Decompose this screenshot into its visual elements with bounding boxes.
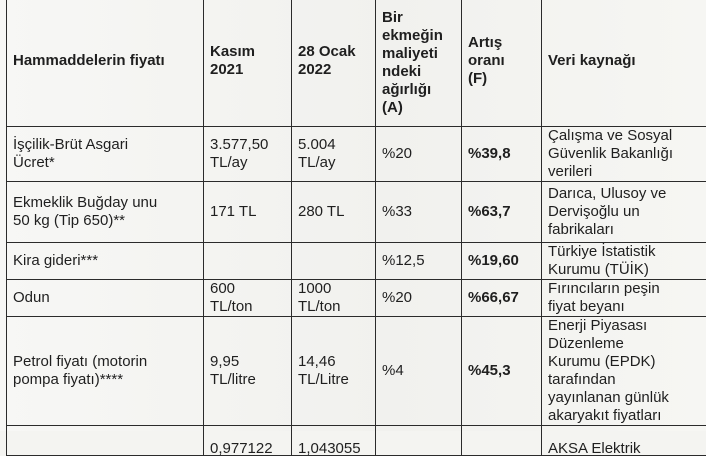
table-header-row (7, 0, 706, 127)
cell-artis-text: %19,60 (468, 252, 541, 270)
header-kasim-2021-label: Kasım 2021 (210, 43, 291, 79)
cell-agirlik (376, 426, 462, 456)
cell-kasim-2021-text: 600 TL/ton (210, 280, 291, 316)
header-hammadde (7, 0, 204, 127)
cell-kaynak-text: Darıca, Ulusoy ve Dervişoğlu un fabrikaları (548, 185, 706, 239)
cell-kaynak (542, 182, 706, 243)
header-hammadde-label: Hammaddelerin fiyatı (13, 52, 203, 70)
table-row (7, 182, 706, 243)
header-28-ocak-2022 (292, 0, 376, 127)
cell-item-text: İşçilik-Brüt Asgari Ücret* (13, 136, 203, 172)
cell-ocak-2022-text: 5.004 TL/ay (298, 136, 375, 172)
raw-material-price-table (6, 0, 706, 456)
header-artis-orani-label: Artış oranı (F) (468, 34, 541, 88)
cell-item-text: Petrol fiyatı (motorin pompa fiyatı)**** (13, 353, 203, 389)
cell-kasim-2021 (204, 127, 292, 182)
cell-agirlik-text: %12,5 (382, 252, 461, 270)
cell-kasim-2021 (204, 317, 292, 426)
cell-agirlik-text: %20 (382, 145, 461, 163)
cell-artis-text: %45,3 (468, 362, 541, 380)
cell-ocak-2022 (292, 182, 376, 243)
header-agirlik (376, 0, 462, 127)
header-veri-kaynagi (542, 0, 706, 127)
cell-kaynak-text: Fırıncıların peşin fiyat beyanı (548, 280, 706, 316)
cell-ocak-2022 (292, 280, 376, 317)
cell-kasim-2021-text: 0,977122 (210, 440, 291, 456)
cell-kasim-2021 (204, 426, 292, 456)
cell-ocak-2022 (292, 317, 376, 426)
cell-agirlik (376, 243, 462, 280)
cell-kaynak (542, 127, 706, 182)
cell-ocak-2022-text: 14,46 TL/Litre (298, 353, 375, 389)
cell-ocak-2022 (292, 243, 376, 280)
cell-ocak-2022-text: 1000 TL/ton (298, 280, 375, 316)
cell-kasim-2021 (204, 182, 292, 243)
cell-kaynak (542, 317, 706, 426)
cell-item-text: Odun (13, 289, 203, 307)
cell-artis (462, 243, 542, 280)
cell-agirlik-text: %33 (382, 203, 461, 221)
cell-artis (462, 426, 542, 456)
cell-kasim-2021 (204, 243, 292, 280)
cell-kaynak-text: Çalışma ve Sosyal Güvenlik Bakanlığı verileri (548, 127, 706, 181)
cell-ocak-2022-text: 1,043055 (298, 440, 375, 456)
cell-kaynak (542, 243, 706, 280)
cell-artis (462, 182, 542, 243)
cell-agirlik (376, 317, 462, 426)
cell-kaynak (542, 280, 706, 317)
cell-ocak-2022 (292, 127, 376, 182)
header-agirlik-label: Bir ekmeğin maliyeti ndeki ağırlığı (A) (382, 9, 461, 117)
cell-artis-text: %39,8 (468, 145, 541, 163)
cell-agirlik (376, 127, 462, 182)
header-28-ocak-2022-label: 28 Ocak 2022 (298, 43, 375, 79)
cell-item (7, 317, 204, 426)
cell-item (7, 426, 204, 456)
table-row (7, 243, 706, 280)
cell-agirlik (376, 182, 462, 243)
cell-artis (462, 317, 542, 426)
cell-artis-text: %63,7 (468, 203, 541, 221)
cell-kasim-2021-text: 171 TL (210, 203, 291, 221)
table-row (7, 280, 706, 317)
cell-kasim-2021-text: 9,95 TL/litre (210, 353, 291, 389)
cell-kasim-2021 (204, 280, 292, 317)
table-row (7, 317, 706, 426)
cell-kaynak-text: Enerji Piyasası Düzenleme Kurumu (EPDK) tarafından yayınlanan günlük akaryakıt fiyatları (548, 317, 706, 425)
cell-item (7, 127, 204, 182)
cell-kaynak-text: AKSA Elektrik (548, 440, 706, 456)
cell-ocak-2022-text: 280 TL (298, 203, 375, 221)
cell-item-text: Ekmeklik Buğday unu 50 kg (Tip 650)** (13, 194, 203, 230)
cell-artis-text: %66,67 (468, 289, 541, 307)
cell-item (7, 182, 204, 243)
cell-artis (462, 280, 542, 317)
cell-agirlik-text: %4 (382, 362, 461, 380)
cell-agirlik (376, 280, 462, 317)
cell-item-text: Kira gideri*** (13, 252, 203, 270)
header-kasim-2021 (204, 0, 292, 127)
cell-item (7, 280, 204, 317)
cell-kasim-2021-text: 3.577,50 TL/ay (210, 136, 291, 172)
header-veri-kaynagi-label: Veri kaynağı (548, 52, 706, 70)
cell-item (7, 243, 204, 280)
table-row (7, 127, 706, 182)
cell-kaynak (542, 426, 706, 456)
table-row (7, 426, 706, 456)
cell-artis (462, 127, 542, 182)
header-artis-orani (462, 0, 542, 127)
cell-agirlik-text: %20 (382, 289, 461, 307)
cell-kaynak-text: Türkiye İstatistik Kurumu (TÜİK) (548, 243, 706, 279)
cell-ocak-2022 (292, 426, 376, 456)
